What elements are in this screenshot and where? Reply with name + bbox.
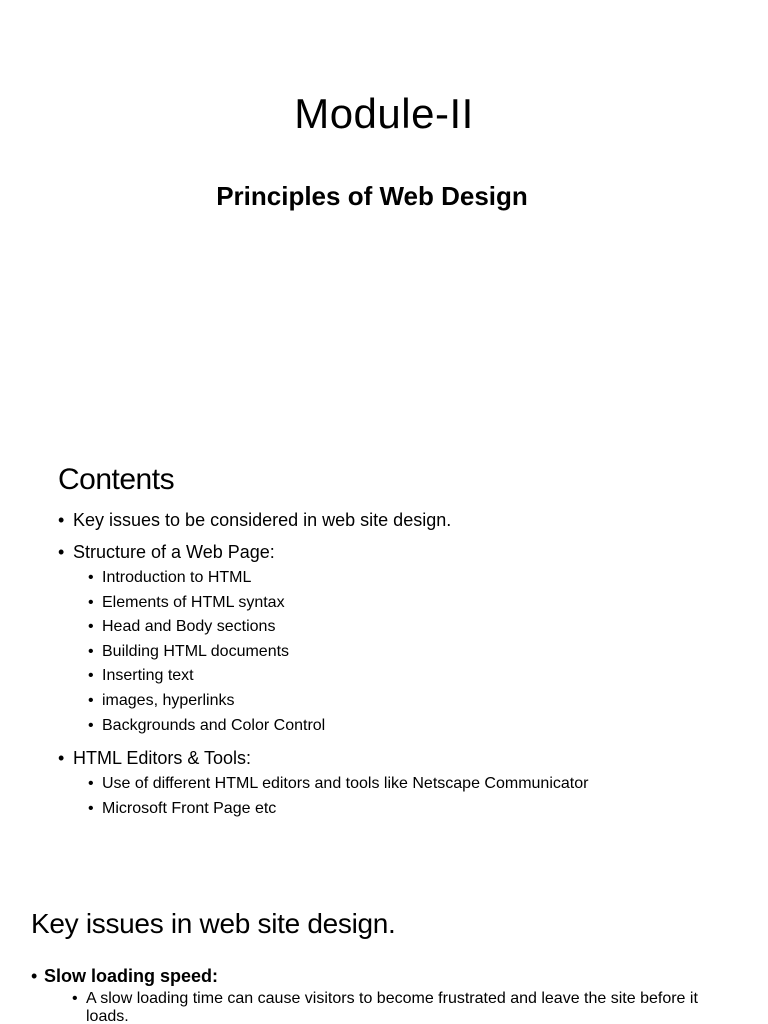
contents-sublist — [73, 772, 748, 821]
module-title: Module-II — [294, 90, 474, 137]
key-issue-detail: • A slow loading time can cause visitors to become frustrated and leave the site before it loads. — [44, 990, 741, 1024]
contents-item-text: Structure of a Web Page: — [73, 542, 275, 562]
key-issue-item — [31, 964, 741, 1024]
key-issues-list — [31, 964, 741, 1024]
contents-list — [58, 508, 748, 829]
contents-subitem: • Head and Body sections — [73, 615, 748, 640]
contents-sublist — [73, 566, 748, 738]
contents-item — [58, 508, 748, 532]
contents-subitem: • Backgrounds and Color Control — [73, 714, 748, 739]
contents-subitem: • Use of different HTML editors and tools like Netscape Communicator — [73, 772, 748, 797]
key-issue-sublist — [44, 990, 741, 1024]
title-slide — [0, 0, 768, 440]
contents-subitem: • Microsoft Front Page etc — [73, 797, 748, 822]
contents-item-text: HTML Editors & Tools: — [73, 748, 252, 769]
contents-item-text: Key issues to be considered in web site design. — [73, 510, 452, 530]
contents-subitem: • Introduction to HTML — [73, 566, 748, 591]
key-issues-slide — [0, 880, 768, 1024]
contents-subitem: • images, hyperlinks — [73, 689, 748, 714]
contents-heading: Contents — [58, 463, 175, 496]
contents-subitem: • Building HTML documents — [73, 640, 748, 665]
contents-slide — [0, 440, 768, 880]
contents-subitem: • Inserting text — [73, 664, 748, 689]
contents-item — [58, 746, 748, 821]
module-subtitle: Principles of Web Design — [216, 181, 528, 211]
contents-subitem: • Elements of HTML syntax — [73, 591, 748, 616]
key-issues-heading: Key issues in web site design. — [31, 908, 396, 939]
key-issue-title: Slow loading speed: — [44, 966, 219, 986]
contents-item — [58, 540, 748, 738]
